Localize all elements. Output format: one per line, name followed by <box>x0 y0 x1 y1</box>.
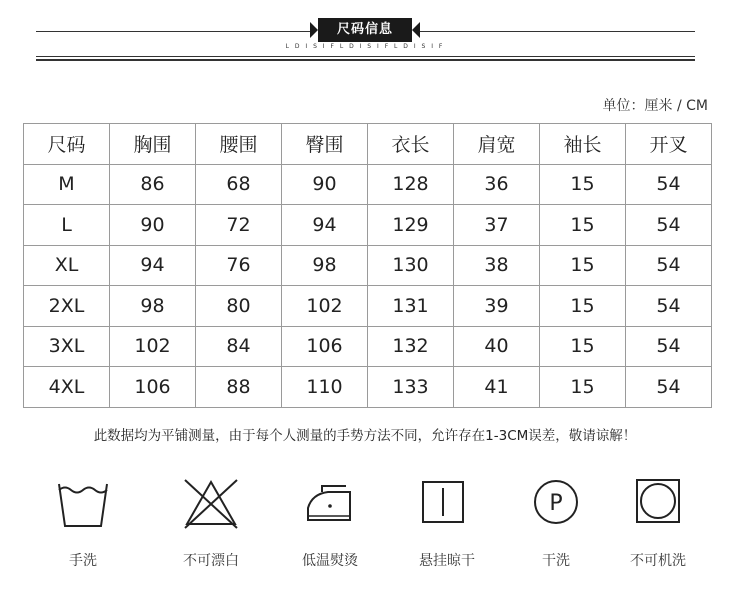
care-label: 干洗 <box>542 553 570 569</box>
table-cell: 54 <box>626 164 712 205</box>
table-cell: 72 <box>196 205 282 246</box>
no-bleach-icon <box>183 476 239 530</box>
care-label: 手洗 <box>69 553 97 569</box>
badge-text: 尺码信息 <box>318 18 412 42</box>
table-cell: 98 <box>110 286 196 327</box>
title-badge <box>310 18 420 42</box>
table-cell: M <box>24 164 110 205</box>
header-rule-right <box>420 31 695 32</box>
badge-arrow-left <box>310 22 318 38</box>
table-cell: 2XL <box>24 286 110 327</box>
table-cell: 106 <box>282 326 368 367</box>
table-cell: 76 <box>196 245 282 286</box>
table-cell: 41 <box>454 367 540 408</box>
table-cell: 131 <box>368 286 454 327</box>
table-cell: 86 <box>110 164 196 205</box>
table-cell: 15 <box>540 205 626 246</box>
table-cell: 36 <box>454 164 540 205</box>
header-cell: 臀围 <box>282 124 368 165</box>
unit-label: 单位：厘米 / CM <box>602 98 708 114</box>
table-cell: 15 <box>540 286 626 327</box>
table-cell: 54 <box>626 326 712 367</box>
table-cell: 37 <box>454 205 540 246</box>
table-row <box>24 286 712 327</box>
table-cell: 15 <box>540 245 626 286</box>
table-cell: L <box>24 205 110 246</box>
table-cell: 132 <box>368 326 454 367</box>
table-cell: 129 <box>368 205 454 246</box>
table-cell: 128 <box>368 164 454 205</box>
table-row <box>24 367 712 408</box>
table-cell: 4XL <box>24 367 110 408</box>
care-label: 悬挂晾干 <box>419 553 475 569</box>
table-cell: 39 <box>454 286 540 327</box>
size-table <box>23 123 712 408</box>
table-cell: 15 <box>540 326 626 367</box>
table-cell: 38 <box>454 245 540 286</box>
header-cell: 肩宽 <box>454 124 540 165</box>
header-cell: 开叉 <box>626 124 712 165</box>
table-cell: 90 <box>282 164 368 205</box>
table-cell: 84 <box>196 326 282 367</box>
table-cell: 94 <box>110 245 196 286</box>
care-label: 不可机洗 <box>630 553 686 569</box>
table-cell: 88 <box>196 367 282 408</box>
table-cell: 130 <box>368 245 454 286</box>
table-cell: 98 <box>282 245 368 286</box>
header-rule-left <box>36 31 312 32</box>
table-cell: 54 <box>626 286 712 327</box>
no-tumble-dry-icon <box>634 476 690 530</box>
hang-dry-icon <box>419 476 475 530</box>
table-cell: 102 <box>282 286 368 327</box>
table-cell: 102 <box>110 326 196 367</box>
header-cell: 腰围 <box>196 124 282 165</box>
table-cell: 3XL <box>24 326 110 367</box>
dry-clean-letter: P <box>549 491 563 516</box>
table-row <box>24 245 712 286</box>
hand-wash-icon <box>55 476 111 530</box>
table-cell: 54 <box>626 245 712 286</box>
table-cell: XL <box>24 245 110 286</box>
table-cell: 40 <box>454 326 540 367</box>
table-cell: 80 <box>196 286 282 327</box>
header-rule-bottom-1 <box>36 56 695 57</box>
dry-clean-icon <box>532 476 588 530</box>
header-rule-bottom-2 <box>36 59 695 61</box>
section-header <box>0 0 730 70</box>
table-cell: 133 <box>368 367 454 408</box>
table-cell: 15 <box>540 367 626 408</box>
table-cell: 54 <box>626 205 712 246</box>
table-row <box>24 326 712 367</box>
badge-subtext: L D I S I F L D I S I F L D I S I F <box>285 43 445 50</box>
low-iron-icon <box>302 476 358 530</box>
table-cell: 90 <box>110 205 196 246</box>
care-label: 不可漂白 <box>183 553 239 569</box>
table-header-row <box>24 124 712 165</box>
table-cell: 15 <box>540 164 626 205</box>
header-cell: 尺码 <box>24 124 110 165</box>
table-cell: 68 <box>196 164 282 205</box>
table-cell: 110 <box>282 367 368 408</box>
care-label: 低温熨烫 <box>302 553 358 569</box>
measurement-note: 此数据均为平铺测量，由于每个人测量的手势方法不同，允许存在1-3CM误差，敬请谅解！ <box>93 428 637 444</box>
table-cell: 94 <box>282 205 368 246</box>
header-cell: 胸围 <box>110 124 196 165</box>
table-row <box>24 164 712 205</box>
table-cell: 54 <box>626 367 712 408</box>
badge-arrow-right <box>412 22 420 38</box>
table-cell: 106 <box>110 367 196 408</box>
header-cell: 袖长 <box>540 124 626 165</box>
header-cell: 衣长 <box>368 124 454 165</box>
table-row <box>24 205 712 246</box>
